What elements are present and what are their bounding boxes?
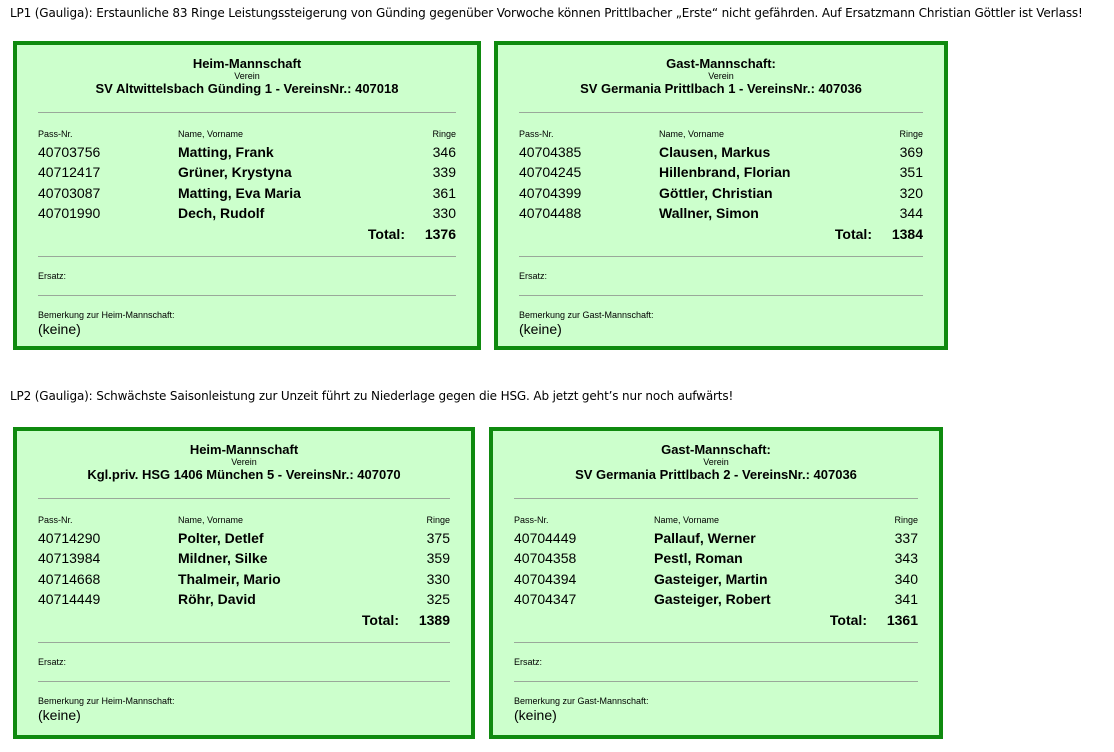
team-role: Heim-Mannschaft <box>192 56 302 71</box>
ersatz-label: Ersatz: <box>519 271 548 281</box>
col-pass-header: Pass-Nr. <box>38 129 73 139</box>
total-label: Total: <box>367 226 405 242</box>
player-row <box>38 205 456 225</box>
player-pass-nr: 40704358 <box>514 550 577 567</box>
player-pass-nr: 40704245 <box>519 164 582 181</box>
team-header <box>498 56 944 97</box>
player-rings: 351 <box>899 164 923 181</box>
player-name: Polter, Detlef <box>178 530 264 546</box>
team-header <box>493 442 939 483</box>
remark-label: Bemerkung zur Gast-Mannschaft: <box>514 696 649 706</box>
total-label: Total: <box>361 612 399 628</box>
player-pass-nr: 40704488 <box>519 204 582 221</box>
separator <box>38 498 450 499</box>
col-rings-header: Ringe <box>894 515 918 525</box>
player-row <box>514 530 918 550</box>
player-rings: 369 <box>899 144 923 160</box>
club-name: SV Germania Prittlbach 2 - VereinsNr.: 407036 <box>575 467 857 482</box>
player-pass-nr: 40704347 <box>514 590 577 607</box>
player-name: Dech, Rudolf <box>178 204 265 221</box>
player-name: Thalmeir, Mario <box>178 570 281 587</box>
remark-label: Bemerkung zur Gast-Mannschaft: <box>519 310 654 320</box>
player-pass-nr: 40704399 <box>519 184 582 201</box>
separator <box>38 256 456 257</box>
player-row <box>38 144 456 164</box>
col-rings-header: Ringe <box>426 515 450 525</box>
club-name: SV Germania Prittlbach 1 - VereinsNr.: 407036 <box>580 81 862 96</box>
separator <box>38 681 450 682</box>
total-label: Total: <box>834 226 872 242</box>
remark-text: (keine) <box>38 321 81 337</box>
team-card-1 <box>13 41 481 350</box>
player-name: Hillenbrand, Florian <box>659 164 791 181</box>
match-report-lp1: LP1 (Gauliga): Erstaunliche 83 Ringe Leistungssteigerung von Günding gegenüber Vorwoche können Prittlbacher „Erste“ nicht gefährden. Auf Ersatzmann Christian Göttler ist Verlass! <box>10 6 1083 20</box>
player-pass-nr: 40712417 <box>38 164 101 181</box>
remark-text: (keine) <box>38 707 81 723</box>
team-header <box>17 56 477 97</box>
player-rings: 340 <box>894 570 918 587</box>
col-pass-header: Pass-Nr. <box>519 129 554 139</box>
player-rings: 375 <box>426 530 450 546</box>
separator <box>514 642 918 643</box>
player-name: Mildner, Silke <box>178 550 268 567</box>
separator <box>38 112 456 113</box>
player-row <box>38 571 450 591</box>
player-name: Gasteiger, Martin <box>654 570 768 587</box>
player-row <box>38 185 456 205</box>
player-row <box>514 571 918 591</box>
separator <box>519 295 923 296</box>
separator <box>519 112 923 113</box>
player-pass-nr: 40704449 <box>514 530 577 546</box>
player-pass-nr: 40714668 <box>38 570 101 587</box>
team-role: Gast-Mannschaft: <box>661 442 771 457</box>
player-row <box>519 205 923 225</box>
player-row <box>519 185 923 205</box>
player-pass-nr: 40703756 <box>38 144 101 160</box>
col-pass-header: Pass-Nr. <box>514 515 549 525</box>
player-pass-nr: 40714449 <box>38 590 101 607</box>
team-card-4 <box>489 427 943 739</box>
remark-label: Bemerkung zur Heim-Mannschaft: <box>38 696 175 706</box>
col-name-header: Name, Vorname <box>654 515 720 525</box>
player-row <box>519 164 923 184</box>
team-card-3 <box>13 427 475 739</box>
col-name-header: Name, Vorname <box>659 129 725 139</box>
total-label: Total: <box>829 612 867 628</box>
separator <box>519 256 923 257</box>
player-row <box>38 164 456 184</box>
col-pass-header: Pass-Nr. <box>38 515 73 525</box>
col-name-header: Name, Vorname <box>178 515 244 525</box>
player-row <box>38 550 450 570</box>
verein-label: Verein <box>234 71 260 81</box>
player-name: Röhr, David <box>178 590 256 607</box>
col-rings-header: Ringe <box>899 129 923 139</box>
col-name-header: Name, Vorname <box>178 129 244 139</box>
player-name: Clausen, Markus <box>659 144 771 160</box>
player-rings: 330 <box>426 570 450 587</box>
ersatz-label: Ersatz: <box>514 657 543 667</box>
club-name: Kgl.priv. HSG 1406 München 5 - VereinsNr.: 407070 <box>87 467 401 482</box>
total-value: 1389 <box>418 612 450 628</box>
remark-label: Bemerkung zur Heim-Mannschaft: <box>38 310 175 320</box>
club-name: SV Altwittelsbach Günding 1 - VereinsNr.: 407018 <box>95 81 399 96</box>
player-row <box>519 144 923 164</box>
separator <box>38 295 456 296</box>
player-pass-nr: 40714290 <box>38 530 101 546</box>
player-row <box>514 550 918 570</box>
player-row <box>514 591 918 611</box>
verein-label: Verein <box>231 457 257 467</box>
player-name: Grüner, Krystyna <box>178 164 292 181</box>
player-name: Göttler, Christian <box>659 184 773 201</box>
player-pass-nr: 40701990 <box>38 204 101 221</box>
player-rings: 346 <box>432 144 456 160</box>
separator <box>514 498 918 499</box>
player-name: Pestl, Roman <box>654 550 743 567</box>
remark-text: (keine) <box>514 707 557 723</box>
separator <box>514 681 918 682</box>
player-rings: 343 <box>894 550 918 567</box>
total-value: 1384 <box>891 226 923 242</box>
team-role: Heim-Mannschaft <box>189 442 299 457</box>
player-rings: 341 <box>894 590 918 607</box>
player-rings: 337 <box>894 530 918 546</box>
verein-label: Verein <box>708 71 734 81</box>
col-rings-header: Ringe <box>432 129 456 139</box>
ersatz-label: Ersatz: <box>38 657 67 667</box>
player-name: Wallner, Simon <box>659 204 759 221</box>
player-name: Matting, Frank <box>178 144 274 160</box>
player-name: Gasteiger, Robert <box>654 590 771 607</box>
player-rings: 361 <box>432 184 456 201</box>
match-report-lp2: LP2 (Gauliga): Schwächste Saisonleistung zur Unzeit führt zu Niederlage gegen die HSG. Ab jetzt geht’s nur noch aufwärts! <box>10 389 734 403</box>
player-rings: 344 <box>899 204 923 221</box>
player-row <box>38 530 450 550</box>
verein-label: Verein <box>703 457 729 467</box>
player-row <box>38 591 450 611</box>
team-role: Gast-Mannschaft: <box>666 56 776 71</box>
total-value: 1361 <box>886 612 918 628</box>
player-pass-nr: 40704385 <box>519 144 582 160</box>
ersatz-label: Ersatz: <box>38 271 67 281</box>
remark-text: (keine) <box>519 321 562 337</box>
player-pass-nr: 40703087 <box>38 184 101 201</box>
team-header <box>17 442 471 483</box>
player-rings: 325 <box>426 590 450 607</box>
player-name: Matting, Eva Maria <box>178 184 301 201</box>
player-rings: 320 <box>899 184 923 201</box>
player-name: Pallauf, Werner <box>654 530 756 546</box>
player-pass-nr: 40704394 <box>514 570 577 587</box>
player-rings: 339 <box>432 164 456 181</box>
player-rings: 330 <box>432 204 456 221</box>
player-pass-nr: 40713984 <box>38 550 101 567</box>
team-card-2 <box>494 41 948 350</box>
player-rings: 359 <box>426 550 450 567</box>
total-value: 1376 <box>424 226 456 242</box>
separator <box>38 642 450 643</box>
